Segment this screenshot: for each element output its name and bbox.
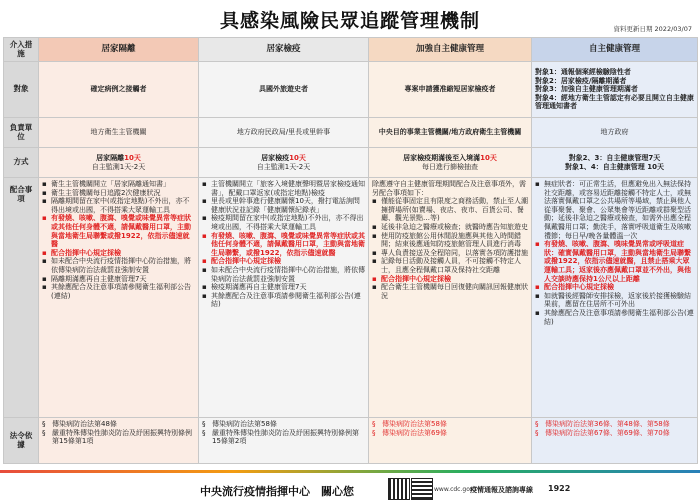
quarantine-note-1: ▪ 主管機關開立「旅客入境健康聲明暨居家檢疫通知書」，配戴口罩返家(或指定地點)檢疫 [202,180,365,197]
quarantine-note-7: ▪ 檢疫期滿應再自主健康管理7天 [202,283,365,292]
self-note-1: ▪ 無症狀者：可正常生活，但應避免出入無法保持社交距離，或容易近距離接觸不特定人士，或無法落實佩戴口罩之公共場所等場域，禁止與他人從事聚餐、聚會、公眾集會等近距離或群聚型活動；延後非急迫之醫療或檢查，如需外出應全程佩戴醫用口罩；勤洗手，落實呼吸道衛生及咳嗽禮節；每日早/晚各量體溫一次 [535,180,694,240]
isolation-note-8: ▪ 其餘應配合及注意事項請參閱衛生福利部公告(連結) [42,283,195,300]
enhanced-note-1: ▪ 僅能從事固定且有限度之商務活動，禁止至人潮擁擠場所(如賣場、夜店、夜市、百貨公司、餐廳、觀光景點…等) [372,197,528,223]
method-row [4,148,698,178]
quarantine-note-2: ▪ 里長或里幹事進行健康關懷10天，撥打電話詢問健康狀況並記錄「健康關懷紀錄表」 [202,197,365,214]
self-target-3: 對象3：加強自主健康管理期滿者 [535,85,638,94]
row-label-notes: 配合事項 [4,178,39,418]
quarantine-law-2: § 嚴重特殊傳染性肺炎防治及紓困振興特別條例第15條第2項 [202,429,365,446]
footer-org: 中央流行疫情指揮中心 關心您 [200,485,354,498]
enhanced-note-3: ▪ 使用防疫旅館公用休閒設施應與其他入時間錯開；結束後應通知防疫旅館管理人員進行消毒 [372,232,528,249]
self-note-3: ▪ 配合指揮中心規定採檢 [535,283,694,292]
isolation-note-3: ▪ 隔離期間留在家中(或指定地點)不外出，亦不得出境或出國，不得搭乘大眾運輸工具 [42,197,195,214]
quarantine-notes [199,178,369,418]
col-header-enhanced: 加強自主健康管理 [369,38,532,62]
quarantine-method-main: 居家檢疫 [261,153,290,162]
enhanced-unit: 中央目的事業主管機關/地方政府衛生主管機關 [369,118,532,148]
footer [0,476,700,504]
quarantine-target: 具國外旅遊史者 [199,62,369,118]
isolation-note-4: ▪ 有發燒、咳嗽、腹瀉、嗅覺或味覺異常等症狀或其他任何身體不適，請佩戴醫用口罩，主動與當地衛生局聯繫或撥1922，依指示儘速就醫 [42,214,195,248]
enhanced-note-6: ▪ 配合指揮中心規定採檢 [372,275,528,284]
quarantine-method [199,148,369,178]
enhanced-note-7: ▪ 配合衛生主管機關每日回復健向關訊回報健康狀況 [372,283,528,300]
self-method-line-2: 對象1、4：自主健康管理 10天 [565,162,664,171]
self-notes [532,178,698,418]
enhanced-method-days: 10天 [480,153,497,162]
isolation-note-6: ▪ 如未配合中央流行疫情指揮中心防治措施，將依傳染病防治法裁罰並強制安置 [42,257,195,274]
quarantine-note-5: ▪ 配合指揮中心規定採檢 [202,257,365,266]
isolation-note-5: ▪ 配合指揮中心規定採檢 [42,249,195,258]
isolation-method-main: 居家隔離 [96,153,125,162]
self-method [532,148,698,178]
target-row [4,62,698,118]
isolation-note-7: ▪ 隔離期滿應再自主健康管理7天 [42,275,195,284]
enhanced-method-main: 居家檢疫期滿後至入境滿 [403,153,481,162]
header-row [4,38,698,62]
self-target-4: 對象4：經地方衛生主管認定有必要且開立自主健康管理通知書者 [535,93,694,111]
law-row [4,418,698,464]
enhanced-notes [369,178,532,418]
quarantine-method-days: 10天 [289,153,306,162]
row-label-target: 對象 [4,62,39,118]
isolation-target: 確定病例之接觸者 [39,62,199,118]
notes-row [4,178,698,418]
enhanced-method [369,148,532,178]
enhanced-law-2: § 傳染病防治法第69條 [372,429,528,438]
quarantine-unit: 地方政府民政局/里長或里幹事 [199,118,369,148]
footer-website[interactable]: www.cdc.gov.tw [434,486,483,493]
self-targets [532,62,698,118]
enhanced-law-1: § 傳染病防治法第58條 [372,420,528,429]
self-target-1: 對象1：通報個案經檢驗陰性者 [535,68,631,77]
enhanced-method-sub: 每日進行篩檢抽查 [422,162,478,171]
self-note-5: ▪ 其餘應配合及注意事項請參閱衛生福利部公告(連結) [535,309,694,326]
quarantine-note-8: ▪ 其餘應配合及注意事項請參閱衛生福利部公告(連結) [202,292,365,309]
row-label-measure: 介入措施 [4,38,39,62]
isolation-method-days: 10天 [124,153,141,162]
enhanced-note-2: ▪ 延後非急迫之醫療或檢查；就醫時應告知旅遊史 [372,223,528,232]
row-label-law: 法令依據 [4,418,39,464]
self-method-line-1: 對象2、3：自主健康管理7天 [568,153,661,162]
enhanced-law [369,418,532,464]
isolation-law-2: § 嚴重特殊傳染性肺炎防治及紓困振興特別條例第15條第1項 [42,429,195,446]
page-title: 具感染風險民眾追蹤管理機制 [219,10,480,32]
quarantine-method-sub: 自主監測1天-2天 [256,162,311,171]
isolation-law-1: § 傳染病防治法第48條 [42,420,195,429]
self-target-2: 對象2：居家檢疫/隔離期滿者 [535,76,627,85]
quarantine-law [199,418,369,464]
isolation-method-sub: 自主監測1天-2天 [91,162,146,171]
col-header-isolation: 居家隔離 [39,38,199,62]
isolation-method [39,148,199,178]
self-note-2: ▪ 有發燒、咳嗽、腹瀉、嗅味覺異常或呼吸道症狀：確實佩戴醫用口罩，主動與當地衛生局聯繫或撥1922，依指示儘速就醫，且禁止搭乘大眾運輸工具；返家後亦應佩戴口罩並不外出，與他人交談時應保持1公尺以上距離 [535,240,694,283]
isolation-note-2: ▪ 衛生主管機關每日追蹤2次健康狀況 [42,189,195,198]
self-unit: 地方政府 [532,118,698,148]
self-law-1: § 傳染病防治法第36條、第48條、第58條 [535,420,694,429]
isolation-unit: 地方衛生主管機關 [39,118,199,148]
footer-phone[interactable]: 1922 [548,484,571,493]
qr-code-icon-2[interactable] [411,478,433,500]
col-header-quarantine: 居家檢疫 [199,38,369,62]
row-label-method: 方式 [4,148,39,178]
isolation-notes [39,178,199,418]
enhanced-target: 專案申請獲准縮短居家檢疫者 [369,62,532,118]
enhanced-notes-lead: 除應遵守自主健康管理期間配合及注意事項外，需另配合事項如下： [372,180,526,197]
isolation-note-1: ▪ 衛生主管機關開立「居家隔離通知書」 [42,180,195,189]
self-law [532,418,698,464]
row-label-unit: 負責單位 [4,118,39,148]
enhanced-note-5: ▪ 記錄每日活動及接觸人員，不可接觸不特定人士，且應全程佩戴口罩及保持社交距離 [372,257,528,274]
quarantine-note-3: ▪ 檢疫期間留在家中(或指定地點)不外出，亦不得出境或出國，不得搭乘大眾運輸工具 [202,214,365,231]
quarantine-law-1: § 傳染病防治法第58條 [202,420,365,429]
self-note-4: ▪ 如就醫後經醫師安排採檢，返家後於接獲檢驗結果前，應留在住居所不可外出 [535,292,694,309]
footer-hotline: 疫情通報及諮詢專線 [470,486,533,494]
qr-code-icon[interactable] [388,478,410,500]
quarantine-note-6: ▪ 如未配合中央流行疫情指揮中心防治措施，將依傳染病防治法裁罰並強制安置 [202,266,365,283]
management-table [3,37,698,464]
quarantine-note-4: ▪ 有發燒、咳嗽、腹瀉、嗅覺或味覺異常等症狀或其他任何身體不適，請佩戴醫用口罩，主動與當地衛生局聯繫，或撥1922，依指示儘速就醫 [202,232,365,258]
update-date: 資料更新日期 2022/03/07 [613,25,692,33]
enhanced-note-4: ▪ 專人負責接送及全程陪同，以落實各項防護措施 [372,249,528,258]
col-header-self: 自主健康管理 [532,38,698,62]
self-law-2: § 傳染病防治法第67條、第69條、第70條 [535,429,694,438]
color-strip [0,470,700,473]
unit-row [4,118,698,148]
isolation-law [39,418,199,464]
